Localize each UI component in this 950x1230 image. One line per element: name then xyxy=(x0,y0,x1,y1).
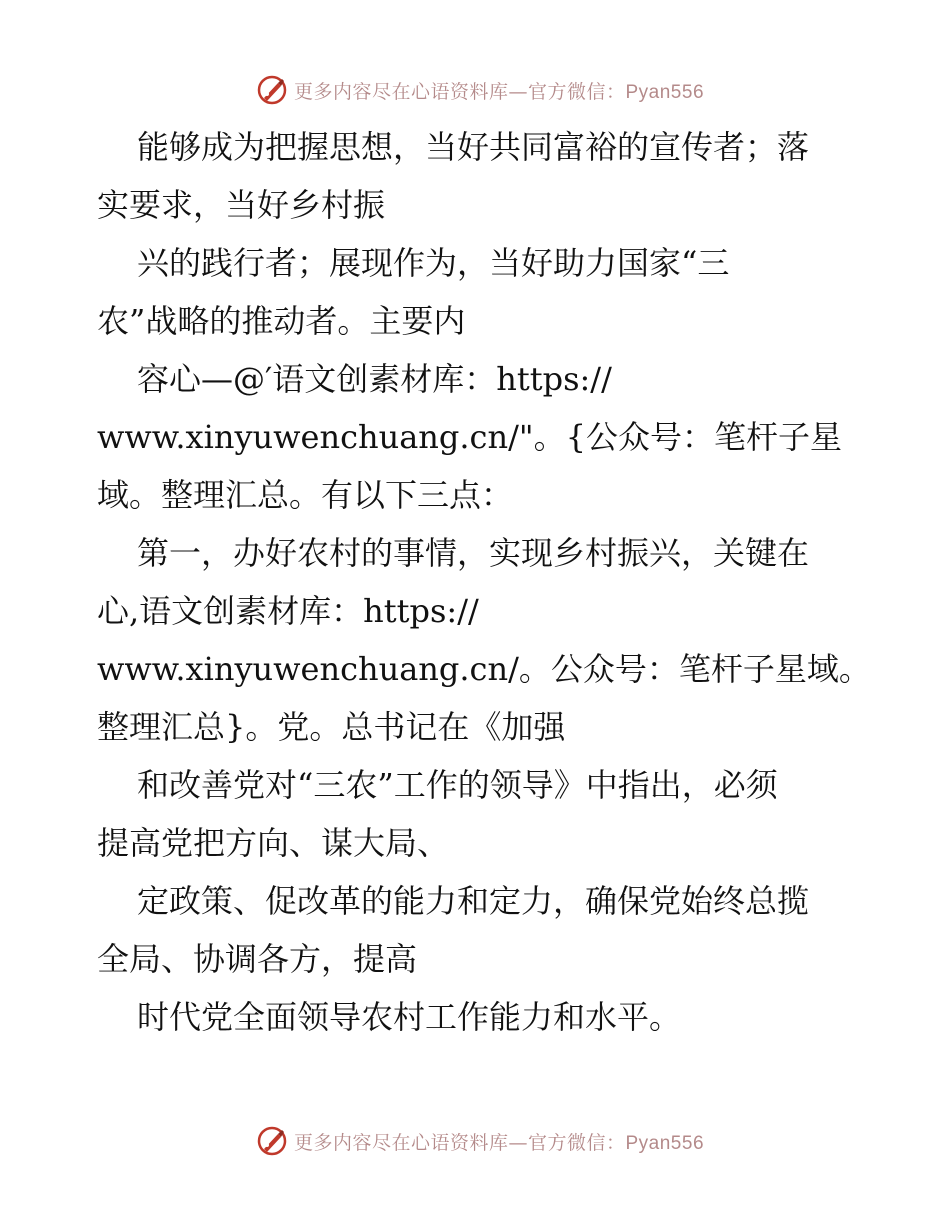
text-line: 第一，办好农村的事情，实现乡村振兴，关键在 xyxy=(137,534,810,572)
footer-banner-text: 更多内容尽在心语资料库—官方微信：Pyan556 xyxy=(293,1131,705,1154)
text-line: 定政策、促改革的能力和定力，确保党始终总揽 xyxy=(137,882,810,920)
text-line: 全局、协调各方，提高 xyxy=(97,940,418,978)
text-line: 心,语文创素材库：https:// xyxy=(97,592,479,630)
header-wechat-id: Pyan556 xyxy=(625,81,705,103)
header-banner-text: 更多内容尽在心语资料库—官方微信：Pyan556 xyxy=(293,80,705,103)
text-line: 能够成为把握思想，当好共同富裕的宣传者；落 xyxy=(137,128,810,166)
text-line: 提高党把方向、谋大局、 xyxy=(97,824,450,862)
document-body xyxy=(97,118,871,1046)
footer-banner xyxy=(0,1121,950,1161)
text-line: www.xinyuwenchuang.cn/。公众号：笔杆子星域。 xyxy=(97,650,871,688)
header-banner xyxy=(0,70,950,110)
text-line: 农”战略的推动者。主要内 xyxy=(97,302,466,340)
text-line: 容心—@′语文创素材库：https:// xyxy=(137,360,612,398)
text-line: 整理汇总}。党。总书记在《加强 xyxy=(97,708,566,746)
header-banner-inner xyxy=(256,74,704,106)
pen-logo-icon xyxy=(256,74,288,106)
text-line: 域。整理汇总。有以下三点： xyxy=(97,476,514,514)
text-line: 实要求，当好乡村振 xyxy=(97,186,386,224)
text-line: 时代党全面领导农村工作能力和水平。 xyxy=(137,998,682,1036)
pen-logo-icon xyxy=(256,1125,288,1157)
text-line: 和改善党对“三农”工作的领导》中指出，必须 xyxy=(137,766,778,804)
text-line: 兴的践行者；展现作为，当好助力国家“三 xyxy=(137,244,730,282)
footer-wechat-id: Pyan556 xyxy=(625,1132,705,1154)
text-line: www.xinyuwenchuang.cn/"。{公众号：笔杆子星 xyxy=(97,418,842,456)
footer-banner-inner xyxy=(256,1125,704,1157)
